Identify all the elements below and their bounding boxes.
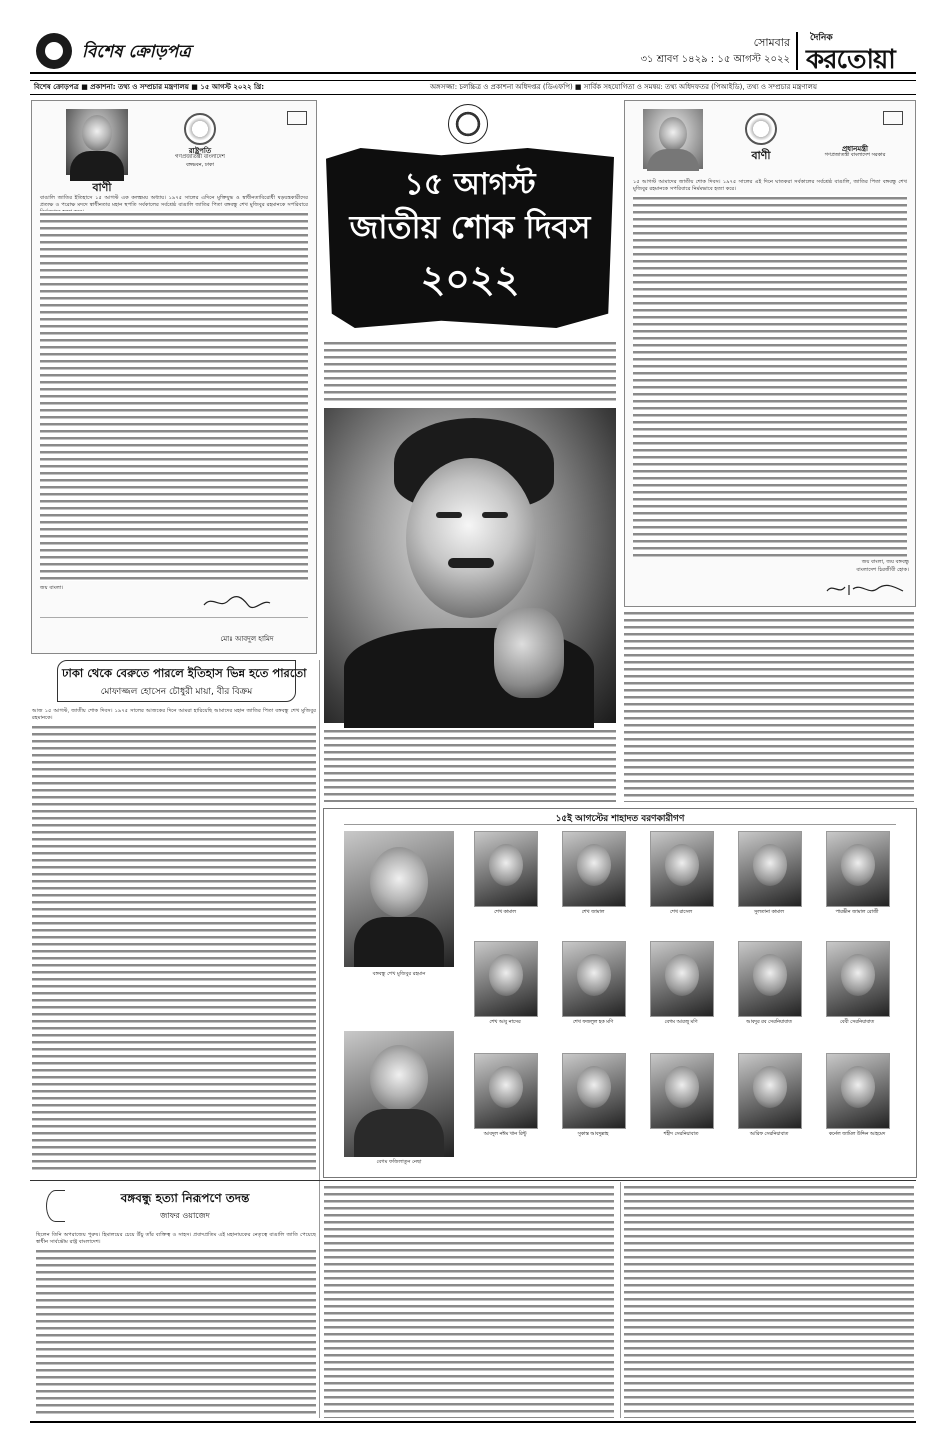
center-intro-text	[324, 340, 616, 402]
martyr-card	[826, 1053, 888, 1138]
martyr-name: শেখ আবু নাসের	[489, 1020, 521, 1025]
article2-lead: ছিলেন তিনি অপরাজেয় পুরুষ। হিমালয়ের চেয়ে উঁচু তাঁর ব্যক্তিত্ব ও সাহস। প্রবাদপ্রতিম এই মহানায়কের নেতৃত্বে বাঙালি জাতি পেয়েছে স্বাধীন সার্বভৌম রাষ্ট্র বাংলাদেশ।	[36, 1232, 316, 1245]
day-label: সোমবার	[753, 36, 790, 49]
logo-icon-inner	[45, 42, 63, 60]
martyr-card	[826, 941, 888, 1026]
martyr-card	[344, 831, 454, 981]
date-label: ৩১ শ্রাবণ ১৪২৯ : ১৫ আগস্ট ২০২২	[640, 54, 790, 65]
credit-left: বিশেষ ক্রোড়পত্র ■ প্রকাশনা: তথ্য ও সম্প্রচার মন্ত্রণালয় ■ ১৫ আগস্ট ২০২২ খ্রি:	[34, 83, 265, 91]
pm-title: প্রধানমন্ত্রী	[841, 145, 869, 153]
banner-line-2: জাতীয় শোক দিবস	[349, 208, 591, 246]
martyr-name: শেখ কামাল	[494, 910, 516, 915]
martyr-name: আবদুর রব সেরনিয়াবাত	[746, 1020, 792, 1025]
president-photo	[66, 109, 128, 175]
banner-line-3: ২০২২	[420, 256, 520, 301]
article2-ornament	[46, 1190, 65, 1222]
martyr-name: শেখ ফজলুল হক মণি	[572, 1020, 614, 1025]
martyr-card	[474, 941, 536, 1026]
masthead-bar	[30, 30, 916, 74]
president-message-box	[31, 100, 317, 654]
article2-body-col3	[624, 1184, 914, 1418]
bangabandhu-portrait	[324, 408, 616, 723]
article1-author: মোফাজ্জল হোসেন চৌধুরী মায়া, বীর বিক্রম	[100, 687, 253, 697]
column-rule	[319, 660, 320, 1418]
martyr-card	[738, 941, 800, 1026]
pm-lower-text	[624, 610, 914, 802]
pm-body-text	[633, 195, 907, 557]
masthead-divider	[796, 32, 798, 70]
martyr-name: আবদুল নঈম খান রিন্টু	[483, 1132, 527, 1137]
martyr-name: কর্নেল জামিল উদ্দিন আহমেদ	[828, 1132, 886, 1137]
column-rule	[620, 1182, 621, 1418]
article1-lead: আজ ১৫ আগস্ট, জাতীয় শোক দিবস। ১৯৭৫ সালের আজকের দিনে আমরা হারিয়েছি আমাদের মহান জাতির পিতা বঙ্গবন্ধু শেখ মুজিবুর রহমানকে।	[32, 708, 316, 721]
national-emblem-icon	[448, 104, 488, 144]
president-bani: বাণী	[92, 181, 112, 194]
martyr-name: বেবী সেরনিয়াবাত	[839, 1020, 875, 1025]
martyr-card	[474, 831, 536, 916]
credit-strip	[30, 80, 916, 95]
martyr-name: বেগম ফজিলাতুন নেছা	[376, 1159, 422, 1165]
pm-bani: বাণী	[751, 149, 771, 162]
president-closing: জয় বাংলা।	[40, 585, 64, 591]
martyr-card	[738, 1053, 800, 1138]
article2-title: বঙ্গবন্ধু হত্যা নিরূপণে তদন্ত	[120, 1191, 250, 1205]
martyr-card	[562, 1053, 624, 1138]
president-signature-name: মোঃ আবদুল হামিদ	[220, 635, 274, 643]
martyr-card	[562, 941, 624, 1026]
martyr-card	[562, 831, 624, 916]
martyr-name: শেখ জামাল	[581, 910, 605, 915]
martyr-name: শহীদ সেরনিয়াবাত	[663, 1132, 699, 1137]
martyr-name: পারভীন জামাল রোজী	[835, 910, 879, 915]
martyr-name: বেগম আরজু মণি	[664, 1020, 698, 1025]
article2-body-col1	[36, 1248, 316, 1418]
pm-seal-icon	[745, 113, 777, 145]
pm-subtitle: গণপ্রজাতন্ত্রী বাংলাদেশ সরকার	[824, 152, 886, 158]
martyr-card	[650, 1053, 712, 1138]
bottom-rule	[30, 1421, 916, 1423]
pm-mujib100-logo-icon	[883, 111, 903, 125]
martyrs-panel	[323, 808, 917, 1178]
president-title: রাষ্ট্রপতি	[188, 147, 212, 155]
article1-title: ঢাকা থেকে বেরুতে পারলে ইতিহাস ভিন্ন হতে পারতো	[62, 666, 307, 680]
pm-photo	[643, 109, 703, 169]
president-intro: বাঙালি জাতির ইতিহাসে ১৫ আগস্ট এক কলঙ্কময় অধ্যায়। ১৯৭৫ সালের এদিনে মুক্তিযুদ্ধ ও স্বাধীনতাবিরোধী ষড়যন্ত্রকারীদের প্রত্যক্ষ ও পরোক্ষ মদদে স্বাধীনতার মহান স্থপতি সর্বকালের সর্বশ্রেষ্ঠ বাঙালি জাতির পিতা বঙ্গবন্ধু শেখ মুজিবুর রহমানকে সপরিবারে	[40, 195, 308, 208]
martyr-card	[474, 1053, 536, 1138]
martyr-card	[826, 831, 888, 916]
center-banner	[322, 100, 618, 335]
martyr-name: শেখ রাসেল	[669, 910, 693, 915]
president-signature	[202, 593, 272, 611]
credit-right: অঙ্গসজ্জা: চলচ্চিত্র ও প্রকাশনা অধিদপ্তর (ডিএফপি) ■ সার্বিক সহযোগিতা ও সমন্বয়: তথ্য অধিদফতর (পিআইডি), তথ্য ও সম্প্রচার মন্ত্রণালয়	[430, 83, 817, 91]
martyr-name: সুকান্ত আবদুল্লাহ	[577, 1132, 609, 1137]
martyr-card	[650, 831, 712, 916]
president-subtitle: গণপ্রজাতন্ত্রী বাংলাদেশ	[175, 154, 225, 160]
president-place: বঙ্গভবন, ঢাকা	[186, 162, 214, 168]
pm-closing-2: বাংলাদেশ চিরজীবী হোক।	[856, 567, 909, 573]
martyrs-heading-rule	[344, 824, 896, 825]
mujib100-logo-icon	[287, 111, 307, 125]
pm-closing: জয় বাংলা, জয় বঙ্গবন্ধু	[861, 559, 909, 565]
martyr-name: আরিফ সেরনিয়াবাত	[749, 1132, 789, 1137]
article1-body-text	[32, 724, 316, 1174]
supplement-label: বিশেষ ক্রোড়পত্র	[82, 42, 191, 62]
center-lower-text	[324, 728, 616, 802]
article2-author: জাফর ওয়াজেদ	[160, 1211, 210, 1220]
article2-body-col2	[324, 1184, 614, 1418]
masthead-small: দৈনিক	[810, 33, 833, 43]
president-signature-rule	[40, 617, 308, 618]
masthead-title: করতোয়া	[806, 45, 895, 75]
martyr-card	[650, 941, 712, 1026]
martyr-card	[344, 1031, 454, 1171]
pm-message-box	[624, 100, 916, 607]
article2-title-box	[40, 1186, 310, 1226]
martyrs-heading: ১৫ই আগস্টের শাহাদত বরণকারীগণ	[555, 814, 685, 824]
state-seal-icon	[184, 113, 216, 145]
president-body-text	[40, 211, 308, 581]
martyr-card	[738, 831, 800, 916]
section-rule	[30, 1180, 916, 1181]
martyr-name: সুলতানা কামাল	[754, 910, 784, 915]
pm-intro: ১৫ আগস্ট আমাদের জাতীয় শোক দিবস। ১৯৭৫ সালের এই দিনে ঘাতকরা সর্বকালের সর্বশ্রেষ্ঠ বাঙালি, জাতির পিতা বঙ্গবন্ধু শেখ মুজিবুর রহমানকে সপরিবারে নির্মমভাবে হত্যা করে।	[633, 179, 907, 192]
martyr-name: বঙ্গবন্ধু শেখ মুজিবুর রহমান	[372, 971, 426, 977]
pm-signature	[825, 579, 905, 599]
article1-title-box	[57, 660, 307, 702]
banner-line-1: ১৫ আগস্ট	[404, 167, 536, 202]
